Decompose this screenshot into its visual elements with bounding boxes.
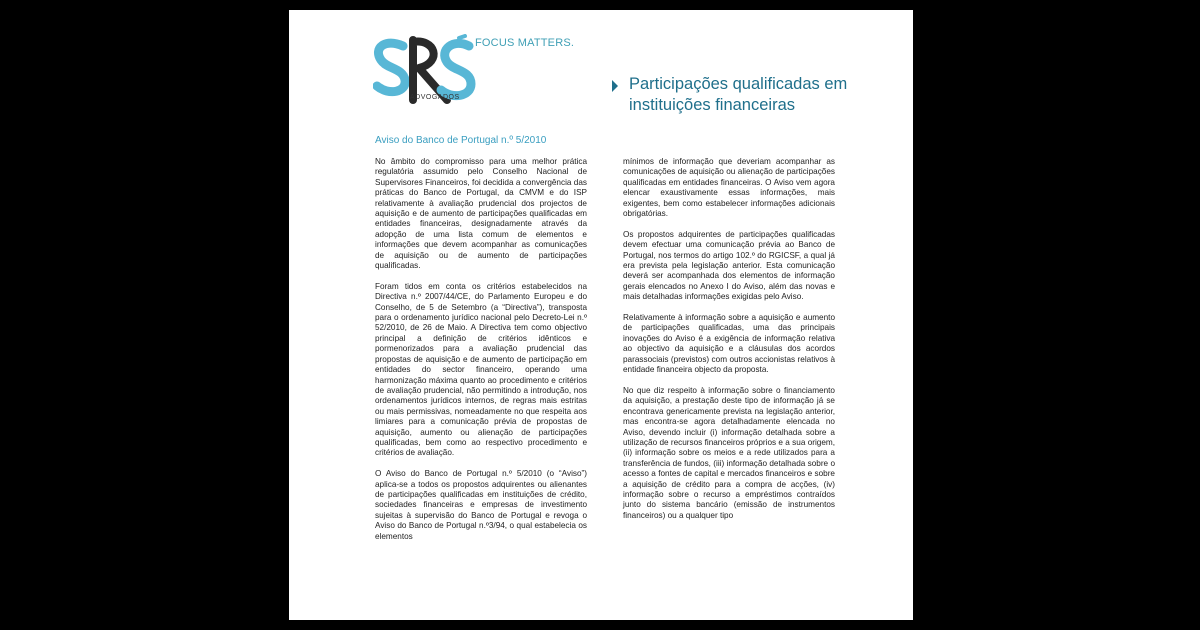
document-page [289,10,913,620]
title-arrow-icon [612,80,618,92]
paragraph: Relativamente à informação sobre a aquisição e aumento de participações qualificadas, uma das principais inovações do Aviso é a exigência de informação relativa ao objectivo da aquisição e a cláusulas dos acordos parassociais (previstos) com outros accionistas relativos à entidade financeira objecto da proposta. [623,313,835,375]
paragraph: Os propostos adquirentes de participações qualificadas devem efectuar uma comunicação prévia ao Banco de Portugal, nos termos do artigo 102.º do RGICSF, a qual já era prevista pela legislação anterior. Esta comunicação deverá ser acompanhada dos elementos de informação gerais elencados no Anexo I do Aviso, além das novas e mais detalhadas informações exigidas pelo Aviso. [623,229,835,302]
paragraph: No que diz respeito à informação sobre o financiamento da aquisição, a prestação deste tipo de informação já se encontrava genericamente prevista na legislação anterior, mas encontra-se agora detalhadamente elencada no Aviso, devendo incluir (i) informação detalhada sobre a utilização de recursos financeiros próprios e a sua origem, (ii) informação sobre os meios e a rede utilizados para a transferência de fundos, (iii) informação detalhada sobre o acesso a fontes de capital e mercados financeiros e sobre a aquisição de crédito para a compra de acções, (iv) informação sobre o recurso a empréstimos contraídos junto do sistema bancário (emissão de instrumentos financeiros) ou a qualquer tipo [623,385,835,520]
left-column [375,157,587,552]
logo-swash [459,36,465,38]
logo-s-left [377,43,405,92]
logo-subtitle: ADVOGADOS [410,94,460,101]
tagline: FOCUS MATTERS. [475,37,575,49]
document-subtitle: Aviso do Banco de Portugal n.º 5/2010 [375,135,547,146]
right-column [623,157,835,532]
paragraph: O Aviso do Banco de Portugal n.º 5/2010 (o “Aviso”) aplica-se a todos os propostos adquirentes ou alienantes de participações qualificadas em instituições de crédito, sociedades financeiras e empresas de investimento sujeitas à supervisão do Banco de Portugal e revoga o Aviso do Banco de Portugal n.º3/94, o qual estabelecia os elementos [375,469,587,541]
paragraph: Foram tidos em conta os critérios estabelecidos na Directiva n.º 2007/44/CE, do Parlamento Europeu e do Conselho, de 5 de Setembro (a “Directiva”), transposta para o ordenamento jurídico nacional pelo Decreto-Lei n.º 52/2010, de 26 de Maio. A Directiva tem como objectivo principal a definição de critérios idênticos e pormenorizados para a avaliação prudencial das propostas de aquisição e de aumento de participação em entidades do sector financeiro, operando uma harmonização máxima quanto ao procedimento e critérios de avaliação prudencial, não permitindo a introdução, nos ordenamentos jurídicos internos, de regras mais estritas ou mais permissivas, nomeadamente no que respeita aos limiares para a comunicação prévia de propostas de aquisição, aumento ou alienação de participações qualificadas, bem como ao respectivo procedimento e critérios de avaliação. [375,281,587,458]
logo-s-right [441,43,471,95]
document-title: Participações qualificadas em instituições financeiras [629,75,848,114]
paragraph: No âmbito do compromisso para uma melhor prática regulatória assumido pelo Conselho Nacional de Supervisores Financeiros, foi decidida a convergência das práticas do Banco de Portugal, da CMVM e do ISP relativamente à avaliação prudencial dos projectos de aquisição e de aumento de participações qualificadas em entidades financeiras, designadamente através da adopção de uma lista comum de elementos e informações que devem acompanhar as comunicações de aquisição ou de aumento de participações qualificadas. [375,157,587,271]
paragraph: mínimos de informação que deveriam acompanhar as comunicações de aquisição ou alienação de participações qualificadas em entidades financeiras. O Aviso vem agora elencar exaustivamente essas informações, mais exigentes, bem como estabelecer informações adicionais obrigatórias. [623,157,835,219]
